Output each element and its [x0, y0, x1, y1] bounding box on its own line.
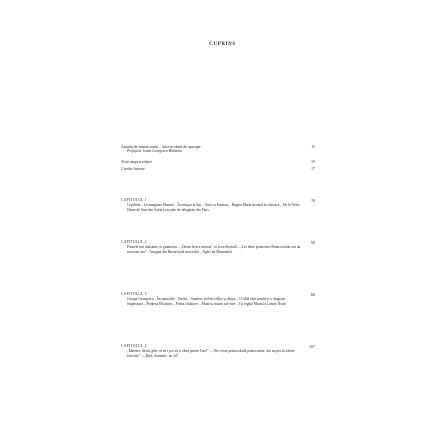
toc-entry-text: Notă asupra ediției	[121, 159, 152, 165]
chapter-label: CAPITOLUL 2	[121, 240, 147, 244]
toc-entry-subtitle: Prefață de Ioana Georgescu-Băileanu	[127, 149, 182, 153]
chapter-label: CAPITOLUL 1	[121, 198, 147, 202]
page-number: 107	[309, 344, 315, 349]
page-number: 15	[311, 159, 315, 165]
chapter-description: George Georgescu – Începuturile – Berlin – Student, violon-cellist și dirijor – O idilă fără urmări și o dragoste împărtășită – Prințesa Elisabeta – Prima căsătorie – Muzica, marea sal-vare – Cu regina Maria la Lumea Nouă	[127, 297, 286, 306]
toc-entry-text: Amintirile mamei mele – Istoria vântă de aproape	[121, 144, 201, 149]
chapter-entry[interactable]	[121, 198, 315, 212]
chapter-description: Copilăria – La marginea Dunării – În refugiu la Iași – Sora cu Eurasca – Regina Maria trecând în caleașcă – De la Notre Dame de Sion din Galați la școala de călugărițe din Paris	[127, 203, 300, 212]
page-number: 17	[311, 166, 315, 172]
page-title: CUPRINS	[209, 42, 236, 47]
front-matter-list	[121, 144, 315, 171]
page-number: 19	[311, 198, 315, 203]
chapter-entry[interactable]	[121, 292, 315, 306]
chapter-entry[interactable]	[121, 344, 315, 358]
toc-entry[interactable]	[121, 166, 315, 171]
chapter-label: CAPITOLUL 3	[121, 292, 147, 296]
toc-entry[interactable]	[121, 159, 315, 164]
toc-entry-text: Cuvânt înainte	[121, 166, 145, 172]
chapter-label: CAPITOLUL 4	[121, 344, 147, 348]
page-number: 66	[311, 292, 315, 297]
page-number: 11	[311, 144, 315, 149]
page-number: 50	[311, 240, 315, 245]
chapter-entry[interactable]	[121, 240, 315, 254]
chapter-description: Primele seri dansante cu gramofon – „Desen în ace minute” cu Ioan Steriadi – „Les deux princesses Brancoveanu ont un nouveau nez” – Imagini din Bucureștiul meu iubit – Apari-ția Manonului	[127, 245, 301, 254]
chapter-description: „Maestre, dă-mi ghes că eu-i pot să-ți vând pentru Tata!” – „Nu-i ușor pentru tândă pentru mine, dar nu pot să trăiesc fără tine” – „Bine, domnule, iac-tă”	[127, 349, 296, 358]
toc-entry[interactable]	[121, 144, 315, 153]
